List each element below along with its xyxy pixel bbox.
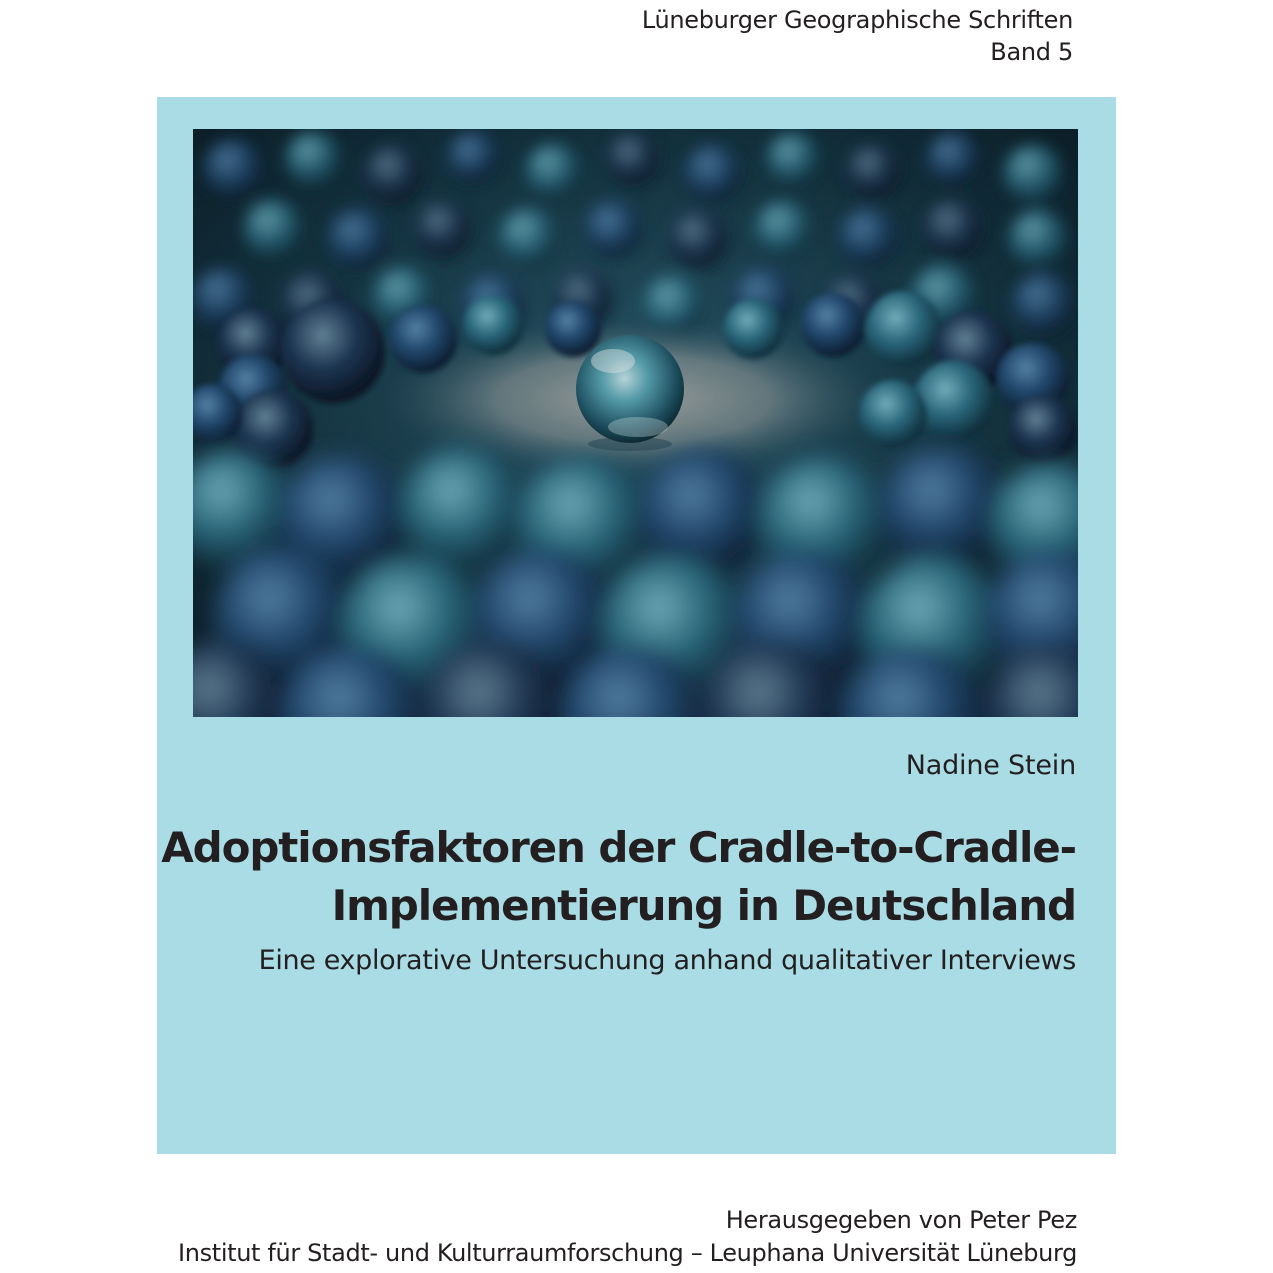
title-line-1: Adoptionsfaktoren der Cradle-to-Cradle-	[161, 823, 1076, 872]
institute-line: Institut für Stadt- und Kulturraumforschung – Leuphana Universität Lüneburg	[178, 1239, 1077, 1267]
book-title	[161, 819, 1076, 935]
series-volume: Band 5	[990, 38, 1073, 66]
author-name: Nadine Stein	[905, 750, 1076, 781]
marbles-illustration	[193, 129, 1078, 717]
series-header	[642, 4, 1073, 68]
book-subtitle: Eine explorative Untersuchung anhand qualitativer Interviews	[258, 945, 1076, 976]
cover-photo	[193, 129, 1078, 717]
cover-panel	[157, 97, 1116, 1154]
series-name: Lüneburger Geographische Schriften	[641, 6, 1073, 34]
title-line-2: Implementierung in Deutschland	[331, 881, 1076, 930]
editor-line: Herausgegeben von Peter Pez	[725, 1206, 1077, 1234]
publisher-footer	[178, 1204, 1077, 1270]
